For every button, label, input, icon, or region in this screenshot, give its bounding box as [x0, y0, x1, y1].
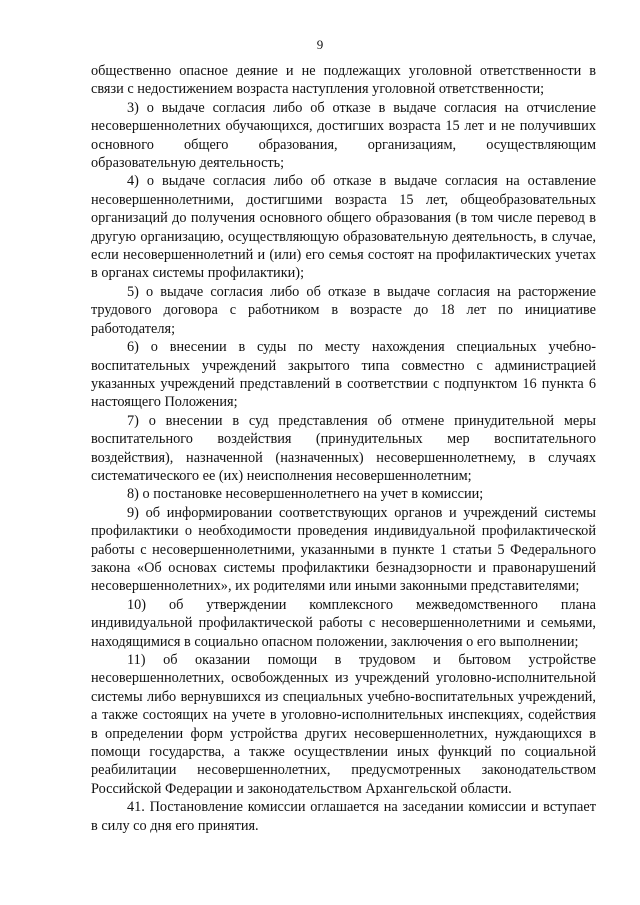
paragraph-item-11: 11) об оказании помощи в трудовом и бытовом устройстве несовершеннолетних, освобожденных из учреждений уголовно-исполнительной системы либо вернувшихся из специальных учебно-воспитательных учреждений, а также состоящих на учете в уголовно-исполнительных инспекциях, содействия в определении форм устройства других несовершеннолетних, нуждающихся в помощи государства, а также осуществлении иных функций по социальной реабилитации несовершеннолетних, предусмотренных законодательством Российской Федерации и законодательством Архангельской области.: [91, 652, 596, 797]
paragraph-item-5: 5) о выдаче согласия либо об отказе в выдаче согласия на расторжение трудового договора с работником в возрасте до 18 лет по инициативе работодателя;: [91, 283, 596, 337]
paragraph-item-7: 7) о внесении в суд представления об отмене принудительной меры воспитательного воздействия (принудительных мер воспитательного воздействия), назначенной (назначенных) несовершеннолетнему, в случаях систематического ее (их) неисполнения несовершеннолетним;: [91, 412, 596, 484]
paragraph-item-9: 9) об информировании соответствующих органов и учреждений системы профилактики о необходимости проведения индивидуальной профилактической работы с несовершеннолетними, указанными в пункте 1 статьи 5 Федерального закона «Об основах системы профилактики безнадзорности и правонарушений несовершеннолетних», их родителями или иными законными представителями;: [91, 504, 596, 595]
paragraph-item-6: 6) о внесении в суды по месту нахождения специальных учебно-воспитательных учреждений закрытого типа совместно с администрацией указанных учреждений представлений в соответствии с подпунктом 16 пункта 6 настоящего Положения;: [91, 339, 596, 411]
page-number: 9: [316, 37, 324, 52]
paragraph-section-41: 41. Постановление комиссии оглашается на заседании комиссии и вступает в силу со дня его принятия.: [91, 799, 596, 834]
paragraph-item-10: 10) об утверждении комплексного межведомственного плана индивидуальной профилактической работы с несовершеннолетними и семьями, находящимися в социально опасном положении, заключения о его выполнении;: [91, 596, 596, 650]
paragraph-item-8: 8) о постановке несовершеннолетнего на учет в комиссии;: [127, 486, 484, 503]
paragraph-continuation: общественно опасное деяние и не подлежащих уголовной ответственности в связи с недостижением возраста наступления уголовной ответственности;: [91, 63, 596, 98]
document-body: [91, 62, 596, 835]
paragraph-item-3: 3) о выдаче согласия либо об отказе в выдаче согласия на отчисление несовершеннолетних обучающихся, достигших возраста 15 лет и не получивших основного общего образования, организациям, осуществляющим образовательную деятельность;: [91, 99, 596, 172]
paragraph-item-4: 4) о выдаче согласия либо об отказе в выдаче согласия на оставление несовершеннолетними, достигшими возраста 15 лет, общеобразовательных организаций до получения основного общего образования (в том числе перевод в другую организацию, осуществляющую образовательную деятельность, в случае, если несовершеннолетний и (или) его семья состоят на профилактических учетах в органах системы профилактики);: [91, 173, 596, 282]
